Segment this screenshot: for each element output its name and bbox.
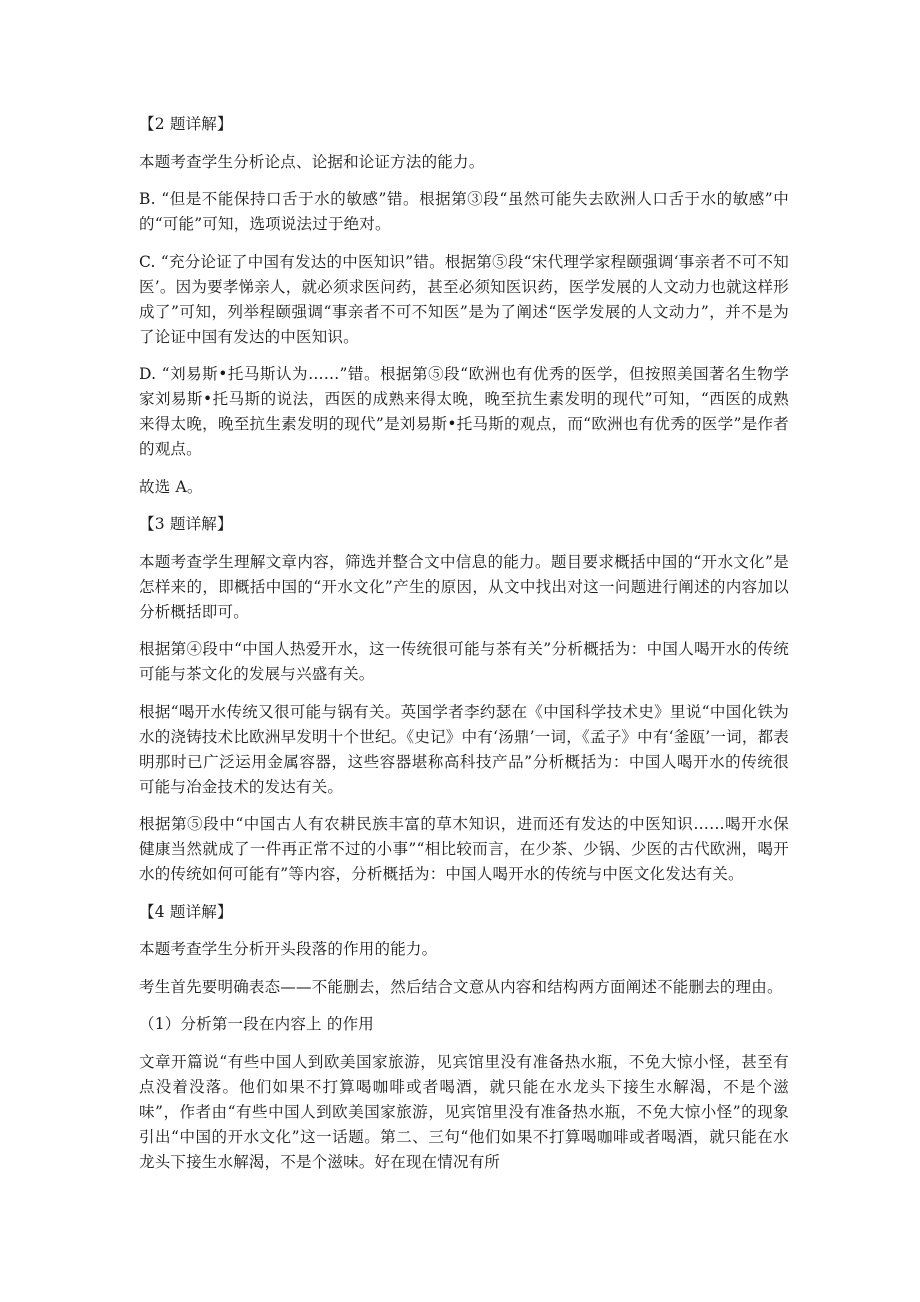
paragraph: （1）分析第一段在内容上 的作用: [139, 1015, 374, 1033]
paragraph: D. “刘易斯•托马斯认为……”错。根据第⑤段“欧洲也有优秀的医学，但按照美国著名生物学家刘易斯•托马斯的说法，西医的成熟来得太晚，晚至抗生素发明的现代”可知，“西医的成熟来得太晚，晚至抗生素发明的现代”是刘易斯•托马斯的观点，而“欧洲也有优秀的医学”是作者的观点。: [139, 365, 789, 458]
paragraph: B. “但是不能保持口舌于水的敏感”错。根据第③段“虽然可能失去欧洲人口舌于水的敏感”中的“可能”可知，选项说法过于绝对。: [139, 190, 789, 233]
paragraph: 考生首先要明确表态——不能删去，然后结合文意从内容和结构两方面阐述不能删去的理由。: [139, 977, 783, 996]
section-heading: 【4 题详解】: [139, 902, 233, 921]
paragraph: 本题考查学生分析开头段落的作用的能力。: [139, 940, 438, 958]
paragraph: 根据第④段中“中国人热爱开水，这一传统很可能与茶有关”分析概括为：中国人喝开水的传统可能与茶文化的发展与兴盛有关。: [139, 640, 789, 683]
section-q4: [139, 900, 789, 1175]
paragraph: 文章开篇说“有些中国人到欧美国家旅游，见宾馆里没有准备热水瓶，不免大惊小怪，甚至有点没着没落。他们如果不打算喝咖啡或者喝酒，就只能在水龙头下接生水解渴，不是个滋味”，作者由“有些中国人到欧美国家旅游，见宾馆里没有准备热水瓶，不免大惊小怪”的现象引出“中国的开水文化”这一话题。第二、三句“他们如果不打算喝咖啡或者喝酒，就只能在水龙头下接生水解渴，不是个滋味。好在现在情况有所: [139, 1052, 789, 1171]
paragraph: 本题考查学生分析论点、论据和论证方法的能力。: [139, 152, 485, 171]
document-page: [139, 112, 789, 1187]
paragraph: C. “充分论证了中国有发达的中医知识”错。根据第⑤段“宋代理学家程颐强调‘事亲者不可不知医’。因为要孝悌亲人，就必须求医问药，甚至必须知医识药，医学发展的人文动力也就这样形成了”可知，列举程颐强调“事亲者不可不知医”是为了阐述“医学发展的人文动力”，并不是为了论证中国有发达的中医知识。: [139, 252, 789, 346]
paragraph: 故选 A。: [139, 477, 203, 496]
section-heading: 【3 题详解】: [139, 515, 233, 533]
section-q2: [139, 112, 789, 500]
section-q3: [139, 512, 789, 887]
section-heading: 【2 题详解】: [139, 115, 233, 133]
paragraph: 根据第⑤段中“中国古人有农耕民族丰富的草木知识，进而还有发达的中医知识……喝开水保健康当然就成了一件再正常不过的小事”“相比较而言，在少茶、少锅、少医的古代欧洲，喝开水的传统如何可能有”等内容，分析概括为：中国人喝开水的传统与中医文化发达有关。: [139, 815, 789, 883]
paragraph: 根据“喝开水传统又很可能与锅有关。英国学者李约瑟在《中国科学技术史》里说“中国化铁为水的浇铸技术比欧洲早发明十个世纪。《史记》中有‘汤鼎’一词，《孟子》中有‘釜瓯’一词，都表明那时已广泛运用金属容器，这些容器堪称高科技产品”分析概括为：中国人喝开水的传统很可能与冶金技术的发达有关。: [139, 702, 789, 796]
paragraph: 本题考查学生理解文章内容，筛选并整合文中信息的能力。题目要求概括中国的“开水文化”是怎样来的，即概括中国的“开水文化”产生的原因，从文中找出对这一问题进行阐述的内容加以分析概括即可。: [139, 552, 789, 621]
